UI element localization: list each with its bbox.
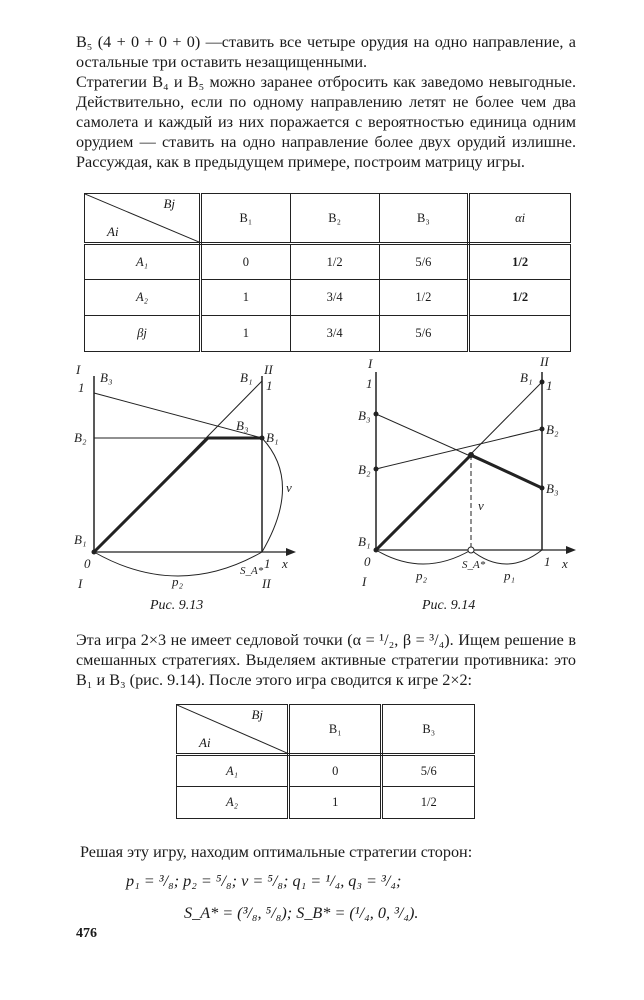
fig14-label: p₂ (416, 568, 428, 583)
fig13-label: 1 (266, 378, 273, 393)
table-row (177, 787, 475, 819)
table-row (85, 244, 571, 280)
fig14-label: B₂ (546, 422, 559, 437)
paragraph-3: Эта игра 2×3 не имеет седловой точки (α = ¹/₂, β = ³/₄). Ищем решение в смешанных стратегиях. Выделяем активные стратегии противника: это B₁ и B₃ (рис. 9.14). После этого игра сводится к игре 2×2: (76, 631, 576, 689)
point-icon (468, 547, 474, 553)
fig14-label: 1 (366, 376, 373, 391)
x-arrow-icon (286, 548, 296, 556)
point-icon (260, 436, 265, 441)
fig14-axis-label: I (368, 356, 373, 371)
game-matrix-table (84, 193, 571, 352)
x-arrow-icon (566, 546, 576, 554)
table-cell: 5/6 (379, 244, 469, 280)
table-cell: 1/2 (290, 244, 379, 280)
corner-bj-label: Bj (251, 707, 263, 722)
lower-envelope (376, 455, 542, 550)
fig13-label: 0 (84, 556, 91, 571)
table-header-cell: B₁ (201, 194, 291, 244)
figure-caption: Рис. 9.14 (422, 598, 476, 613)
formula-strategies: p₁ = ³/₈; p₂ = ⁵/₈; ν = ⁵/₈; q₁ = ¹/₄, q₃ = ³/₄; (126, 872, 402, 890)
fig14-label: 0 (364, 554, 371, 569)
table-header-cell: B₃ (379, 194, 469, 244)
fig13-label: p₂ (172, 574, 184, 589)
table-cell: 0 (201, 244, 291, 280)
figure-9-14 (348, 352, 588, 594)
table-cell: 3/4 (290, 280, 379, 316)
fig13-label: B₂ (74, 430, 87, 445)
table-header-cell: B₃ (382, 705, 475, 755)
fig13-axis-label: I (76, 362, 81, 377)
point-icon (540, 380, 545, 385)
table-cell: 1/2 (382, 787, 475, 819)
fig14-label: B₁ (358, 534, 371, 549)
p2-arc (376, 550, 471, 564)
table-corner-cell (177, 705, 289, 755)
fig13-axis-label: I (78, 576, 83, 591)
fig14-label: 1 (544, 554, 551, 569)
point-icon (374, 467, 379, 472)
table-header-cell: B₁ (289, 705, 382, 755)
fig14-label: S_A* (462, 559, 486, 571)
table-row (85, 316, 571, 352)
point-icon (92, 550, 97, 555)
corner-bj-label: Bj (163, 196, 175, 211)
fig13-label: S_A* (240, 565, 264, 577)
fig14-axis-label: II (540, 354, 549, 369)
table-cell: 1/2 (469, 280, 571, 316)
lower-envelope (94, 438, 262, 552)
fig14-label: ν (478, 498, 484, 513)
table-header-cell: B₂ (290, 194, 379, 244)
fig13-label: B₁ (240, 370, 253, 385)
point-icon (468, 452, 474, 458)
page-number: 476 (76, 926, 97, 941)
table-cell: 0 (289, 755, 382, 787)
point-icon (540, 486, 545, 491)
formula-optimal: S_A* = (³/₈, ⁵/₈); S_B* = (¹/₄, 0, ³/₄). (184, 904, 419, 922)
row-label: A₂ (85, 280, 201, 316)
paragraph-1: B₅ (4 + 0 + 0 + 0) —ставить все четыре орудия на одно направление, а остальные три оставить незащищенными. (76, 33, 576, 71)
figure-9-13 (68, 362, 308, 594)
fig14-label: B₂ (358, 462, 371, 477)
table-row (85, 280, 571, 316)
table-cell: 1 (289, 787, 382, 819)
fig14-label: p₁ (504, 568, 516, 583)
row-label: A₁ (177, 755, 289, 787)
reduced-game-table (176, 704, 475, 819)
fig14-label: B₃ (546, 481, 559, 496)
fig13-label: x (282, 556, 288, 571)
fig13-label: B₁ (266, 430, 279, 445)
fig13-label: ν (286, 480, 292, 495)
table-cell: 3/4 (290, 316, 379, 352)
fig13-label: 1 (78, 380, 85, 395)
fig14-label: B₃ (358, 408, 371, 423)
figure-caption: Рис. 9.13 (150, 598, 204, 613)
fig14-label: B₁ (520, 370, 533, 385)
table-cell: 5/6 (382, 755, 475, 787)
table-cell: 1 (201, 280, 291, 316)
paragraph-2: Стратегии B₄ и B₅ можно заранее отбросить как заведомо невыгодные. Действительно, если по одному направлению летят не более чем два самолета и каждый из них поражается с вероятностью единица одним орудием — ставить на одно направление более двух орудий излишне. Рассуждая, как в предыдущем примере, построим матрицу игры. (76, 73, 576, 171)
line-b2 (376, 429, 542, 469)
table-header-cell: αi (469, 194, 571, 244)
fig13-label: 1 (264, 556, 271, 571)
fig13-label: B₁ (74, 532, 87, 547)
point-icon (374, 548, 379, 553)
point-icon (540, 427, 545, 432)
fig13-axis-label: II (262, 576, 271, 591)
table-cell: 1/2 (469, 244, 571, 280)
table-cell: 1 (201, 316, 291, 352)
fig14-axis-label: I (362, 574, 367, 589)
table-cell: 5/6 (379, 316, 469, 352)
fig13-label: B₃ (100, 370, 113, 385)
table-corner-cell (85, 194, 201, 244)
point-icon (374, 412, 379, 417)
fig13-axis-label: II (264, 362, 273, 377)
paragraph-4: Решая эту игру, находим оптимальные стратегии сторон: (80, 843, 473, 861)
row-label: A₂ (177, 787, 289, 819)
fig13-label: B₃ (236, 418, 249, 433)
table-row (177, 755, 475, 787)
v-arc (262, 438, 283, 552)
fig14-label: 1 (546, 378, 553, 393)
table-cell: 1/2 (379, 280, 469, 316)
table-cell (469, 316, 571, 352)
row-label: A₁ (85, 244, 201, 280)
p2-arc (94, 552, 262, 576)
corner-ai-label: Ai (199, 735, 211, 750)
fig14-label: x (562, 556, 568, 571)
row-label: βj (85, 316, 201, 352)
corner-ai-label: Ai (107, 224, 119, 239)
